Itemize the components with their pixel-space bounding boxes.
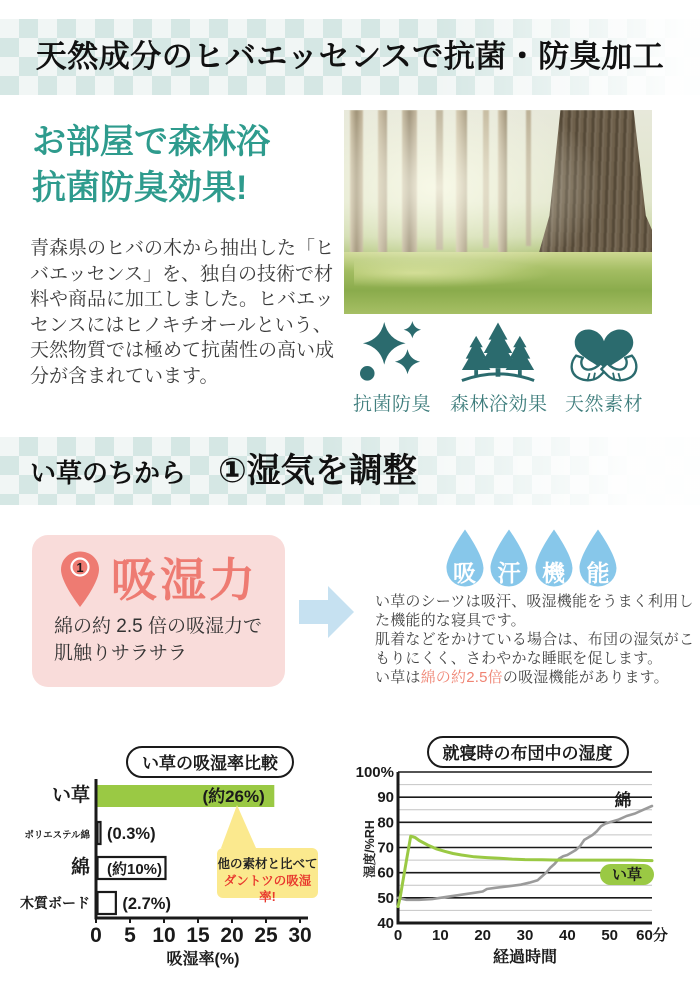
right-arrow-icon (299, 585, 355, 644)
svg-text:25: 25 (254, 924, 278, 947)
svg-text:木質ボード: 木質ボード (20, 895, 90, 911)
water-drop-icon (442, 528, 488, 588)
moisture-description: 綿の約 2.5 倍の吸湿力で肌触りサラサラ (54, 616, 262, 664)
svg-text:30: 30 (516, 927, 534, 944)
svg-text:0: 0 (90, 924, 102, 947)
banner-title: 天然成分のヒバエッセンスで抗菌・防臭加工 (35, 39, 665, 74)
feature-label: 森林浴効果 (450, 394, 548, 415)
top-banner (0, 19, 700, 95)
svg-text:い草: い草 (611, 866, 643, 884)
intro-body-text: 青森県のヒバの木から抽出した「ヒバエッセンス」を、独自の技術で材料や商品に加工しました。ヒバエッセンスにはヒノキチオールという、天然物質では極めて抗菌性の高い成分が含まれています。 (30, 238, 335, 387)
section-heading: ①湿気を調整 (218, 452, 417, 490)
feature-label: 抗菌防臭 (352, 394, 431, 415)
svg-text:(0.3%): (0.3%) (107, 825, 156, 843)
sweat-absorption-drops (443, 528, 621, 588)
callout-line2: ダントツの吸湿率! (223, 873, 312, 904)
feature-antibacterial (344, 320, 440, 416)
callout-line1: 他の素材と比べて (217, 857, 318, 871)
intro-heading-line2: 抗菌防臭効果! (32, 168, 248, 207)
feature-row (344, 320, 652, 416)
svg-text:0: 0 (393, 927, 403, 944)
svg-text:70: 70 (377, 839, 394, 857)
svg-text:100%: 100% (355, 763, 394, 781)
svg-text:綿: 綿 (614, 791, 632, 810)
sweat-text-line2: 肌着などをかけている場合は、布団の湿気がこもりにくく、さわやかな睡眠を促します。 (375, 630, 695, 667)
pin-number: 1 (76, 560, 84, 575)
svg-text:30: 30 (288, 924, 312, 947)
section-kicker: い草のちから (30, 458, 187, 488)
drop-char: 吸 (453, 560, 476, 586)
svg-text:(約10%): (約10%) (106, 861, 162, 878)
svg-text:10: 10 (431, 927, 449, 944)
svg-text:20: 20 (474, 927, 492, 944)
feature-forest-bathing (450, 320, 546, 416)
svg-text:い草: い草 (51, 785, 90, 806)
intro-heading-line1: お部屋で森林浴 (32, 123, 270, 161)
svg-text:50: 50 (601, 927, 619, 944)
bar-chart-callout (217, 848, 318, 904)
forest-icon (450, 320, 546, 384)
svg-text:60分: 60分 (636, 927, 668, 944)
water-drop-icon (575, 528, 621, 588)
svg-text:ポリエステル綿: ポリエステル綿 (24, 830, 90, 841)
moisture-absorption-card (32, 535, 285, 687)
water-drop-icon (531, 528, 577, 588)
svg-text:(約26%): (約26%) (202, 787, 265, 806)
svg-text:50: 50 (377, 889, 394, 907)
heart-hands-icon (556, 320, 652, 384)
drop-char: 能 (586, 560, 610, 586)
svg-text:5: 5 (124, 924, 136, 947)
svg-text:40: 40 (377, 915, 394, 932)
svg-text:80: 80 (377, 814, 394, 832)
highlight-ratio: 綿の約2.5倍 (420, 668, 503, 686)
map-pin-icon (57, 550, 103, 613)
svg-text:15: 15 (186, 924, 210, 947)
bar-chart-title: い草の吸湿率比較 (126, 746, 294, 778)
line-chart-ylabel: 湿度/%RH (363, 820, 377, 878)
svg-text:10: 10 (152, 924, 176, 947)
svg-text:90: 90 (377, 789, 394, 807)
water-drop-icon (486, 528, 532, 588)
feature-label: 天然素材 (564, 394, 643, 415)
svg-text:綿: 綿 (70, 857, 90, 878)
intro-heading (32, 120, 270, 211)
sweat-text-line3: い草は綿の約2.5倍の吸湿機能があります。 (375, 668, 669, 686)
sweat-function-text (375, 593, 700, 688)
svg-text:(2.7%): (2.7%) (122, 895, 171, 913)
svg-text:20: 20 (220, 924, 244, 947)
sparkles-icon (344, 320, 440, 384)
humidity-line-chart (355, 728, 700, 978)
moisture-title: 吸湿力 (111, 554, 258, 606)
bar-chart-xlabel: 吸湿率(%) (166, 951, 240, 968)
line-chart-title: 就寝時の布団中の湿度 (427, 736, 629, 768)
moisture-rate-bar-chart (20, 735, 350, 975)
drop-char: 汗 (497, 560, 521, 586)
svg-text:40: 40 (558, 927, 576, 944)
line-chart-xlabel: 経過時間 (492, 949, 557, 966)
section-banner (0, 437, 700, 505)
drop-char: 機 (542, 560, 565, 586)
svg-text:60: 60 (377, 864, 394, 882)
sunlight-glow (344, 110, 652, 314)
sweat-text-line1: い草のシーツは吸汗、吸湿機能をうまく利用した機能的な寝具です。 (375, 593, 694, 629)
feature-natural-material (556, 320, 652, 416)
forest-photo (344, 110, 652, 314)
